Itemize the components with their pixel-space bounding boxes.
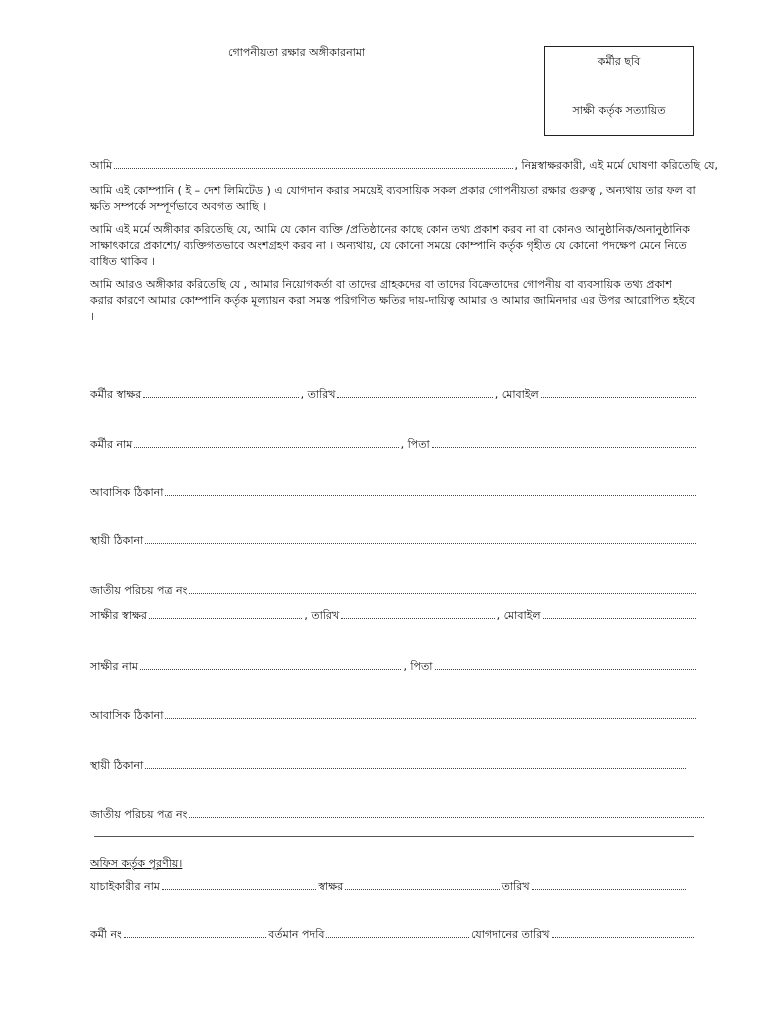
witness-nid-label: জাতীয় পরিচয় পত্র নং [90,808,188,821]
witness-name-field[interactable] [140,659,402,670]
employee-name-label: কর্মীর নাম [90,438,133,451]
verifier-name-label: যাচাইকারীর নাম [90,880,160,893]
employee-no-field[interactable] [124,927,266,938]
witness-permanent-row [90,757,688,776]
office-date-label: তারিখ [501,880,530,893]
witness-name-label: সাক্ষীর নাম [90,660,138,673]
designation-label: বর্তমান পদবি [268,928,325,941]
employee-father-field[interactable] [432,437,696,448]
witness-permanent-field[interactable] [145,758,686,769]
witness-father-field[interactable] [435,659,697,670]
designation-field[interactable] [326,927,468,938]
joining-date-field[interactable] [552,927,694,938]
employee-nid-field[interactable] [189,583,696,594]
employee-residential-row [90,484,698,503]
witness-name-row [90,658,698,677]
declaration-suffix: , নিম্নস্বাক্ষরকারী, এই মর্মে ঘোষণা করিতেছি যে, [514,159,718,172]
employee-signature-row [90,386,698,405]
witness-date-field[interactable] [341,608,494,619]
section-divider [94,836,694,837]
paragraph-3: আমি আরও অঙ্গীকার করিতেছি যে , আমার নিয়োগকর্তা বা তাদের গ্রাহকদের বা তাদের বিক্রেতাদের গোপনীয় বা ব্যবসায়িক তথ্য প্রকাশ করার কারণে আমার কোম্পানি কর্তৃক মূল্যায়ন করা সমস্ত পরিগণিত ক্ষতির দায়-দায়িত্ব আমার ও আমার জামিনদার এর উপর আরোপিত হইবে । [90,278,696,323]
ami-label: আমি [90,159,113,172]
employee-name-row [90,436,698,455]
employee-signature-field[interactable] [143,387,298,398]
witness-nid-field[interactable] [189,807,704,818]
employee-permanent-label: স্থায়ী ঠিকানা [90,534,144,547]
office-signature-field[interactable] [345,879,499,890]
office-heading: অফিস কর্তৃক পূরণীয়। [90,857,183,870]
office-employee-row [90,926,696,945]
paragraph-1: আমি এই কোম্পানি ( ই – দেশ লিমিটেড ) এ যোগদান করার সময়েই ব্যবসায়িক সকল প্রকার গোপনীয়তা রক্ষার গুরুত্ব , অন্যথায় তার ফল বা ক্ষতি সম্পর্কে সম্পূর্ণভাবে অবগত আছি । [90,184,696,213]
witness-signature-label: সাক্ষীর স্বাক্ষর [90,609,147,622]
joining-date-label: যোগদানের তারিখ [470,928,550,941]
witness-mobile-field[interactable] [543,608,696,619]
photo-box [544,46,694,136]
witness-residential-field[interactable] [165,708,696,719]
employee-residential-label: আবাসিক ঠিকানা [90,486,164,499]
office-date-field[interactable] [532,879,686,890]
witness-nid-row [90,806,706,825]
witness-date-label: , তারিখ [304,609,340,622]
witness-signature-field[interactable] [149,608,302,619]
employee-nid-label: জাতীয় পরিচয় পত্র নং [90,584,188,597]
office-verifier-row [90,878,688,897]
witness-father-label: , পিতা [403,660,433,673]
photo-label: কর্মীর ছবি [597,55,641,68]
employee-mobile-label: , মোবাইল [494,388,539,401]
paragraph-2: আমি এই মর্মে অঙ্গীকার করিতেছি যে, আমি যে কোন ব্যক্তি /প্রতিষ্ঠানের কাছে কোন তথ্য প্রকাশ করব না বা কোনও আনুষ্ঠানিক/অনানুষ্ঠানিক সাক্ষাৎকারে প্রকাশ্যে/ ব্যক্তিগতভাবে অংশগ্রহণ করব না । অন্যথায়, যে কোনো সময়ে কোম্পানি কর্তৃক গৃহীত যে কোনো পদক্ষেপ মেনে নিতে বাধিত থাকিব । [90,223,690,268]
witness-residential-label: আবাসিক ঠিকানা [90,709,164,722]
employee-father-label: , পিতা [400,438,430,451]
employee-permanent-row [90,532,698,551]
declaration-line [90,157,718,176]
employee-nid-row [90,582,698,601]
declarant-name-field[interactable] [114,158,512,169]
employee-mobile-field[interactable] [541,387,696,398]
employee-signature-label: কর্মীর স্বাক্ষর [90,388,142,401]
office-signature-label: স্বাক্ষর [318,880,344,893]
verifier-name-field[interactable] [162,879,316,890]
employee-date-field[interactable] [337,387,492,398]
employee-no-label: কর্মী নং [90,928,122,941]
witness-mobile-label: , মোবাইল [496,609,541,622]
employee-residential-field[interactable] [165,485,696,496]
employee-name-field[interactable] [134,437,398,448]
document-title: গোপনীয়তা রক্ষার অঙ্গীকারনামা [228,46,366,59]
employee-permanent-field[interactable] [145,533,696,544]
employee-date-label: , তারিখ [300,388,336,401]
attested-label: সাক্ষী কর্তৃক সত্যায়িত [572,104,666,117]
witness-residential-row [90,707,698,726]
witness-permanent-label: স্থায়ী ঠিকানা [90,759,144,772]
witness-signature-row [90,607,698,626]
